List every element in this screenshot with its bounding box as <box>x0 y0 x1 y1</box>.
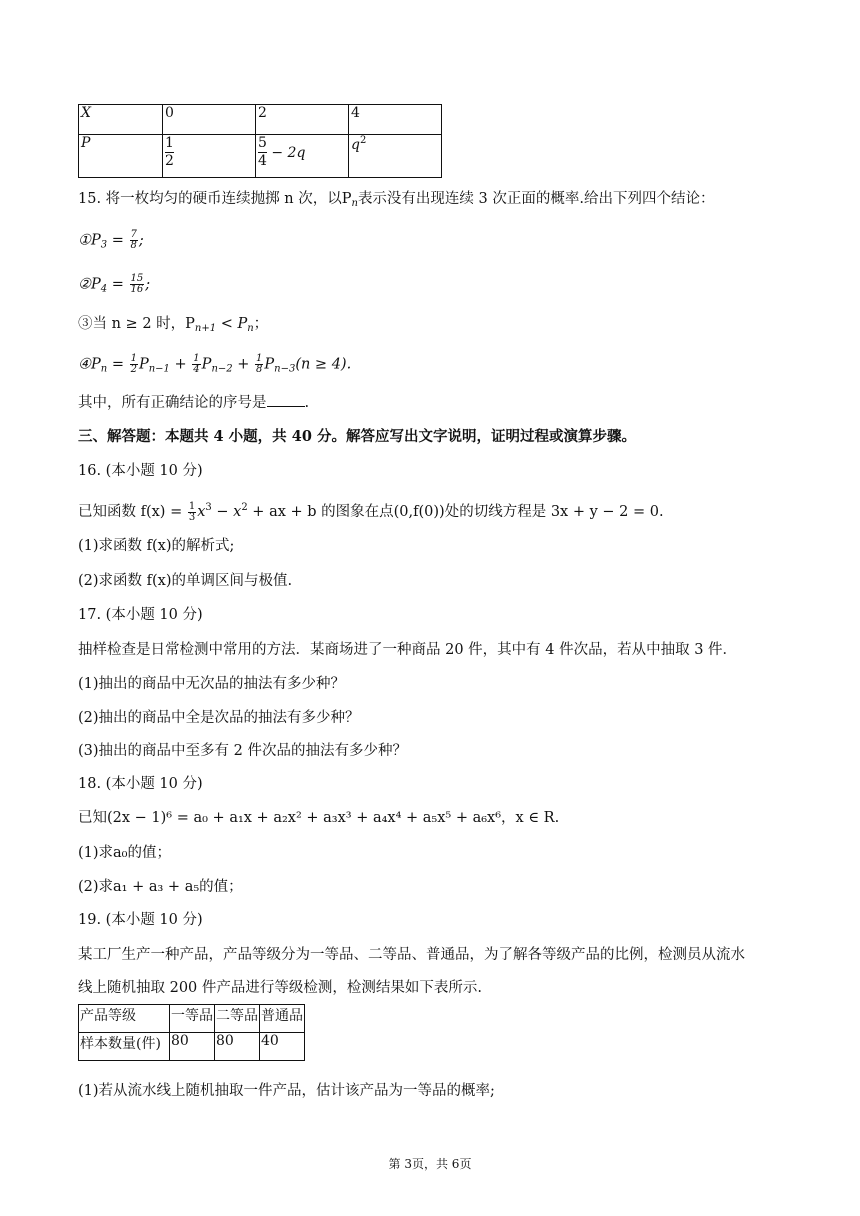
q19-stem-line-1: 某工厂生产一种产品，产品等级分为一等品、二等品、普通品，为了解各等级产品的比例，检测员从流水 <box>78 947 745 963</box>
table-cell: 80 <box>215 1033 260 1061</box>
table-row <box>79 1033 305 1061</box>
q17-part-1: (1)抽出的商品中无次品的抽法有多少种？ <box>78 676 346 692</box>
table-cell: $\frac{5}{4} - 2q$ <box>256 135 349 178</box>
fraction: $\frac{1}{4}$ <box>193 353 200 375</box>
fraction: $\frac{5}{4}$ <box>258 135 267 169</box>
section-heading: 三、解答题：本题共 4 小题，共 40 分。解答应写出文字说明，证明过程或演算步骤。 <box>78 428 636 445</box>
q16-part-2: (2)求函数 f(x)的单调区间与极值. <box>78 573 293 589</box>
table-cell: 0 <box>163 105 256 135</box>
q15-conclusion-3: ③当 n ≥ 2 时，$P_{n+1} < P_n$； <box>78 316 269 334</box>
q19-part-1: (1)若从流水线上随机抽取一件产品，估计该产品为一等品的概率; <box>78 1083 495 1099</box>
table-row <box>79 135 442 178</box>
q18-stem: 已知(2x − 1)⁶ = a₀ + a₁x + a₂x² + a₃x³ + a₄x⁴ + a₅x⁵ + a₆x⁶，x ∈ R. <box>78 810 560 826</box>
q16-part-1: (1)求函数 f(x)的解析式; <box>78 538 235 554</box>
table-header-cell: 普通品 <box>260 1005 305 1033</box>
table-cell: 样本数量(件) <box>79 1033 170 1061</box>
table-cell: 4 <box>349 105 442 135</box>
table-cell <box>163 135 256 178</box>
fraction: $\frac{15}{16}$ <box>130 273 144 295</box>
q19-heading: 19. (本小题 10 分) <box>78 912 203 928</box>
table-cell: 2 <box>256 105 349 135</box>
q15-conclusion-2: $②P_4$ = $\frac{15}{16}$ ; <box>78 273 151 295</box>
table-row <box>79 1005 305 1033</box>
q15-conclusion-1: $①P_3$ = $\frac{7}{8}$ ; <box>78 229 144 251</box>
fraction: $\frac{1}{8}$ <box>256 353 263 375</box>
table-cell: P <box>79 135 163 178</box>
q15-stem: 15. 将一枚均匀的硬币连续抛掷 n 次，以$P_n$表示没有出现连续 3 次正面的概率.给出下列四个结论： <box>78 191 715 209</box>
table-header-cell: 一等品 <box>170 1005 215 1033</box>
q17-part-2: (2)抽出的商品中全是次品的抽法有多少种？ <box>78 710 360 726</box>
table-cell: $q^2$ <box>349 135 442 178</box>
fraction: $\frac{1}{2}$ <box>165 135 174 169</box>
answer-blank <box>267 394 305 407</box>
page-footer: 第 3页，共 6页 <box>388 1157 472 1171</box>
fraction: $\frac{1}{3}$ <box>188 500 196 523</box>
q15-conclusion-4: $④P_n$ = $\frac{1}{2}$ $P_{n-1}$ + $\frac{1}{4}$ $P_{n-2}$ + $\frac{1}{8}$ $P_{n-3}(n \ge 4)$. <box>78 353 352 375</box>
table-header-cell: 产品等级 <box>79 1005 170 1033</box>
table-header-cell: 二等品 <box>215 1005 260 1033</box>
q18-part-2: (2)求a₁ + a₃ + a₅的值； <box>78 879 243 895</box>
table-cell: 40 <box>260 1033 305 1061</box>
table-row <box>79 105 442 135</box>
q18-part-1: (1)求a₀的值； <box>78 845 171 861</box>
q19-stem-line-2: 线上随机抽取 200 件产品进行等级检测，检测结果如下表所示. <box>78 980 483 996</box>
q15-question: 其中，所有正确结论的序号是 . <box>78 395 310 411</box>
table-cell: 80 <box>170 1033 215 1061</box>
q17-stem: 抽样检查是日常检测中常用的方法．某商场进了一种商品 20 件，其中有 4 件次品，若从中抽取 3 件． <box>78 642 738 658</box>
grade-table <box>78 1004 305 1061</box>
q17-heading: 17. (本小题 10 分) <box>78 607 203 623</box>
distribution-table <box>78 104 442 178</box>
fraction: $\frac{7}{8}$ <box>130 229 137 251</box>
fraction: $\frac{1}{2}$ <box>130 353 137 375</box>
q18-heading: 18. (本小题 10 分) <box>78 776 203 792</box>
table-cell: X <box>79 105 163 135</box>
q17-part-3: (3)抽出的商品中至多有 2 件次品的抽法有多少种？ <box>78 743 407 759</box>
q16-stem: 已知函数 f(x) = $\frac{1}{3}$ $x^3 - x^2$ + ax + b 的图象在点(0,f(0))处的切线方程是 3x + y − 2 = 0. <box>78 500 664 523</box>
q16-heading: 16. (本小题 10 分) <box>78 463 203 479</box>
